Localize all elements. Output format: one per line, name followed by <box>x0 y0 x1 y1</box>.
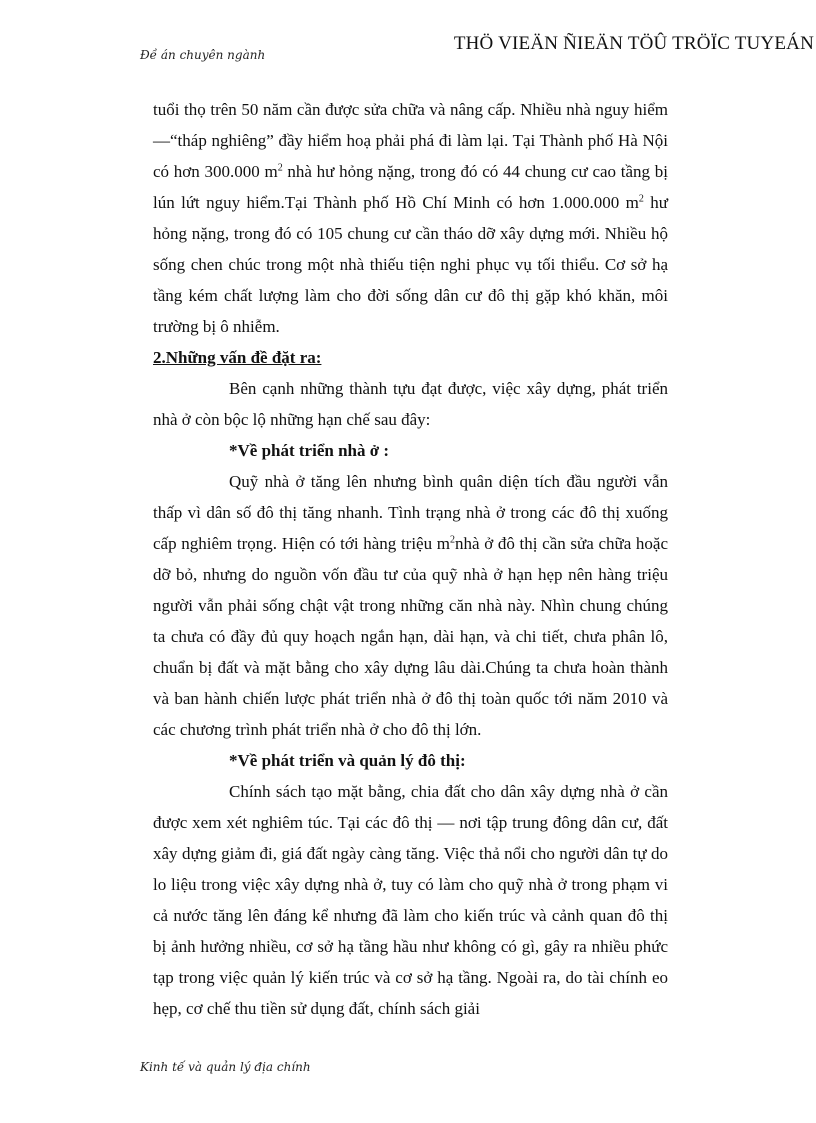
page-body <box>153 94 668 1024</box>
section-heading: 2.Những vấn đề đặt ra: <box>153 348 322 367</box>
paragraph-urban: Chính sách tạo mặt bằng, chia đất cho dân xây dựng nhà ở cần được xem xét nghiêm túc. Tại các đô thị — nơi tập trung đông dân cư, đất xây dựng giảm đi, giá đất ngày càng tăng. Việc thả nổi cho người dân tự do lo liệu trong việc xây dựng nhà ở, tuy có làm cho quỹ nhà ở trong phạm vi cả nước tăng lên đáng kể nhưng đã làm cho kiến trúc và cảnh quan đô thị bị ảnh hưởng nhiều, cơ sở hạ tầng hầu như không có gì, gây ra nhiều phức tạp trong việc quản lý kiến trúc và cơ sở hạ tầng. Ngoài ra, do tài chính eo hẹp, cơ chế thu tiền sử dụng đất, chính sách giải <box>153 782 668 1018</box>
header-left-title: Đề án chuyên ngành <box>140 48 266 62</box>
p3-text-a: Quỹ nhà ở tăng lên nhưng bình quân diện tích đầu người vẫn thấp vì dân số đô thị tăng nhanh. Tình trạng nhà ở trong các đô thị xuống cấp nghiêm trọng. Hiện có tới hàng triệu m <box>153 472 668 553</box>
subheading-housing: *Về phát triển nhà ở : <box>229 441 390 460</box>
p1-sup-1: 2 <box>277 162 283 174</box>
p1-sup-2: 2 <box>638 193 644 205</box>
paragraph-housing-condition <box>153 94 668 342</box>
footer-title: Kinh tế và quản lý địa chính <box>140 1060 311 1074</box>
p1-text-c: hư hỏng nặng, trong đó có 105 chung cư cần tháo dỡ xây dựng mới. Nhiều hộ sống chen chúc trong một nhà thiếu tiện nghi phục vụ tối thiểu. Cơ sở hạ tầng kém chất lượng làm cho đời sống dân cư đô thị gặp khó khăn, môi trường bị ô nhiễm. <box>153 193 668 336</box>
p1-text-a: tuổi thọ trên 50 năm cần được sửa chữa và nâng cấp. Nhiều nhà nguy hiểm —“tháp nghiêng” đầy hiểm hoạ phải phá đi làm lại. Tại Thành phố Hà Nội có hơn 300.000 m <box>153 100 668 181</box>
subheading-urban: *Về phát triển và quản lý đô thị: <box>229 751 466 770</box>
paragraph-intro: Bên cạnh những thành tựu đạt được, việc xây dựng, phát triển nhà ở còn bộc lộ những hạn chế sau đây: <box>153 379 668 429</box>
p3-sup: 2 <box>450 534 455 546</box>
p3-text-b: nhà ở đô thị cần sửa chữa hoặc dỡ bỏ, nhưng do nguồn vốn đầu tư của quỹ nhà ở hạn hẹp nên hàng triệu người vẫn phải sống chật vật trong những căn nhà này. Nhìn chung chúng ta chưa có đầy đủ quy hoạch ngắn hạn, dài hạn, và chi tiết, chưa phân lô, chuẩn bị đất và mặt bằng cho xây dựng lâu dài.Chúng ta chưa hoàn thành và ban hành chiến lược phát triển nhà ở đô thị toàn quốc tới năm 2010 và các chương trình phát triển nhà ở cho đô thị lớn. <box>153 534 669 739</box>
p1-text-b: nhà hư hỏng nặng, trong đó có 44 chung cư cao tầng bị lún lứt nguy hiểm.Tại Thành phố Hồ Chí Minh có hơn 1.000.000 m <box>153 162 668 212</box>
header-right-title: THÖ VIEÄN ÑIEÄN TÖÛ TRÖÏC TUYEÁN <box>453 33 814 54</box>
paragraph-housing <box>153 466 668 745</box>
